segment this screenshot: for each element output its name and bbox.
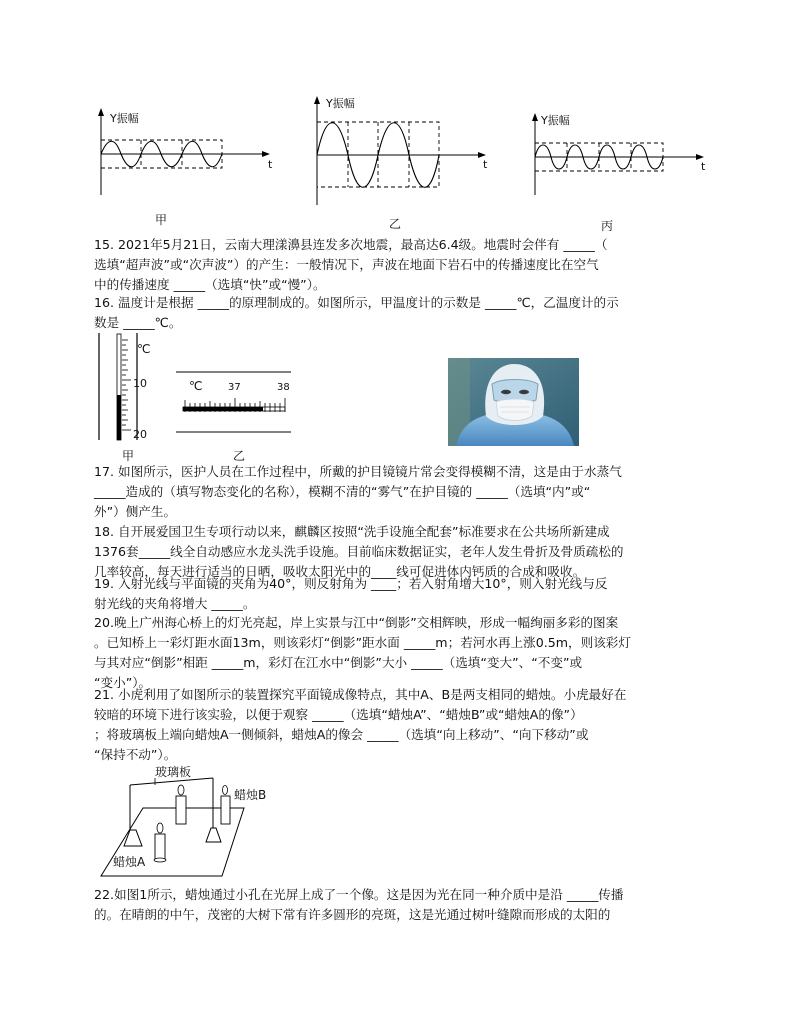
thermometer-tick-label: 10 xyxy=(133,377,147,390)
t-axis-label: t xyxy=(701,160,706,173)
question-16: 16. 温度计是根据 _____的原理制成的。如图所示，甲温度计的示数是 _____℃，乙温度计的示 数是 _____℃。 xyxy=(94,295,619,330)
thermometer-tick-label: 20 xyxy=(133,428,147,441)
thermometer-tick-label: 38 xyxy=(277,382,290,393)
thermometer-caption: 乙 xyxy=(233,449,246,463)
thermometer-tick-label: 37 xyxy=(228,382,241,393)
y-axis-label: Y振幅 xyxy=(110,112,139,125)
waveform-caption: 丙 xyxy=(601,219,614,233)
candle-b-label: 蜡烛B xyxy=(234,788,267,802)
t-axis-label: t xyxy=(268,158,273,171)
y-axis-label: Y振幅 xyxy=(541,114,570,127)
thermometer-unit: ℃ xyxy=(189,379,203,393)
question-15: 15. 2021年5月21日，云南大理漾濞县连发多次地震，最高达6.4级。地震时会伴有 _____（ 选填“超声波”或“次声波”）的产生：一般情况下，声波在地面下岩石中的传播速度比在空气 中的传播速度 _____（选填“快”或“慢”）。 xyxy=(94,237,608,292)
question-21: 21. 小虎利用了如图所示的装置探究平面镜成像特点，其中A、B是两支相同的蜡烛。小虎最好在 较暗的环境下进行该实验，以便于观察 _____（选填“蜡烛A”、“蜡烛B”或“蜡烛A的像”） ；将玻璃板上端向蜡烛A一侧倾斜，蜡烛A的像会 _____（选填“向上移动”、“向下移动”或 “保持不动”）。 xyxy=(94,687,627,762)
y-axis-label: Y振幅 xyxy=(326,97,355,110)
question-20: 20.晚上广州海心桥上的灯光亮起，岸上实景与江中“倒影”交相辉映，形成一幅绚丽多彩的图案 。已知桥上一彩灯距水面13m，则该彩灯“倒影”距水面 _____m；若河水再上涨0.5m，则该彩灯 与其对应“倒影”相距 _____m，彩灯在江水中“倒影”大小 _____（选填“变大”、“不变”或 “变小”）。 xyxy=(94,615,631,690)
thermometer-unit: ℃ xyxy=(137,342,151,356)
thermometer-caption: 甲 xyxy=(122,449,135,463)
question-19: 19. 入射光线与平面镜的夹角为40°，则反射角为 ____；若入射角增大10°，则入射光线与反 射光线的夹角将增大 _____。 xyxy=(94,576,608,611)
question-17: 17. 如图所示，医护人员在工作过程中，所戴的护目镜镜片常会变得模糊不清，这是由于水蒸气 _____造成的（填写物态变化的名称），模糊不清的“雾气”在护目镜的 _____（选填“内”或“ 外”）侧产生。 xyxy=(94,464,622,519)
t-axis-label: t xyxy=(483,158,488,171)
waveform-caption: 甲 xyxy=(155,213,168,227)
question-22: 22.如图1所示，蜡烛通过小孔在光屏上成了一个像。这是因为光在同一种介质中是沿 _____传播 的。在晴朗的中午，茂密的大树下常有许多圆形的亮斑，这是光通过树叶缝隙而形成的太阳的 xyxy=(94,887,624,922)
glass-plate-label: 玻璃板 xyxy=(155,765,192,779)
question-18: 18. 自开展爱国卫生专项行动以来，麒麟区按照“洗手设施全配套”标准要求在公共场所新建成 1376套_____线全自动感应水龙头洗手设施。目前临床数据证实，老年人发生骨折及骨质疏松的 几率较高，每天进行适当的日晒，吸收太阳光中的____线可促进体内钙质的合成和吸收。 xyxy=(94,524,624,579)
candle-a-label: 蜡烛A xyxy=(113,855,146,869)
waveform-caption: 乙 xyxy=(389,217,402,231)
